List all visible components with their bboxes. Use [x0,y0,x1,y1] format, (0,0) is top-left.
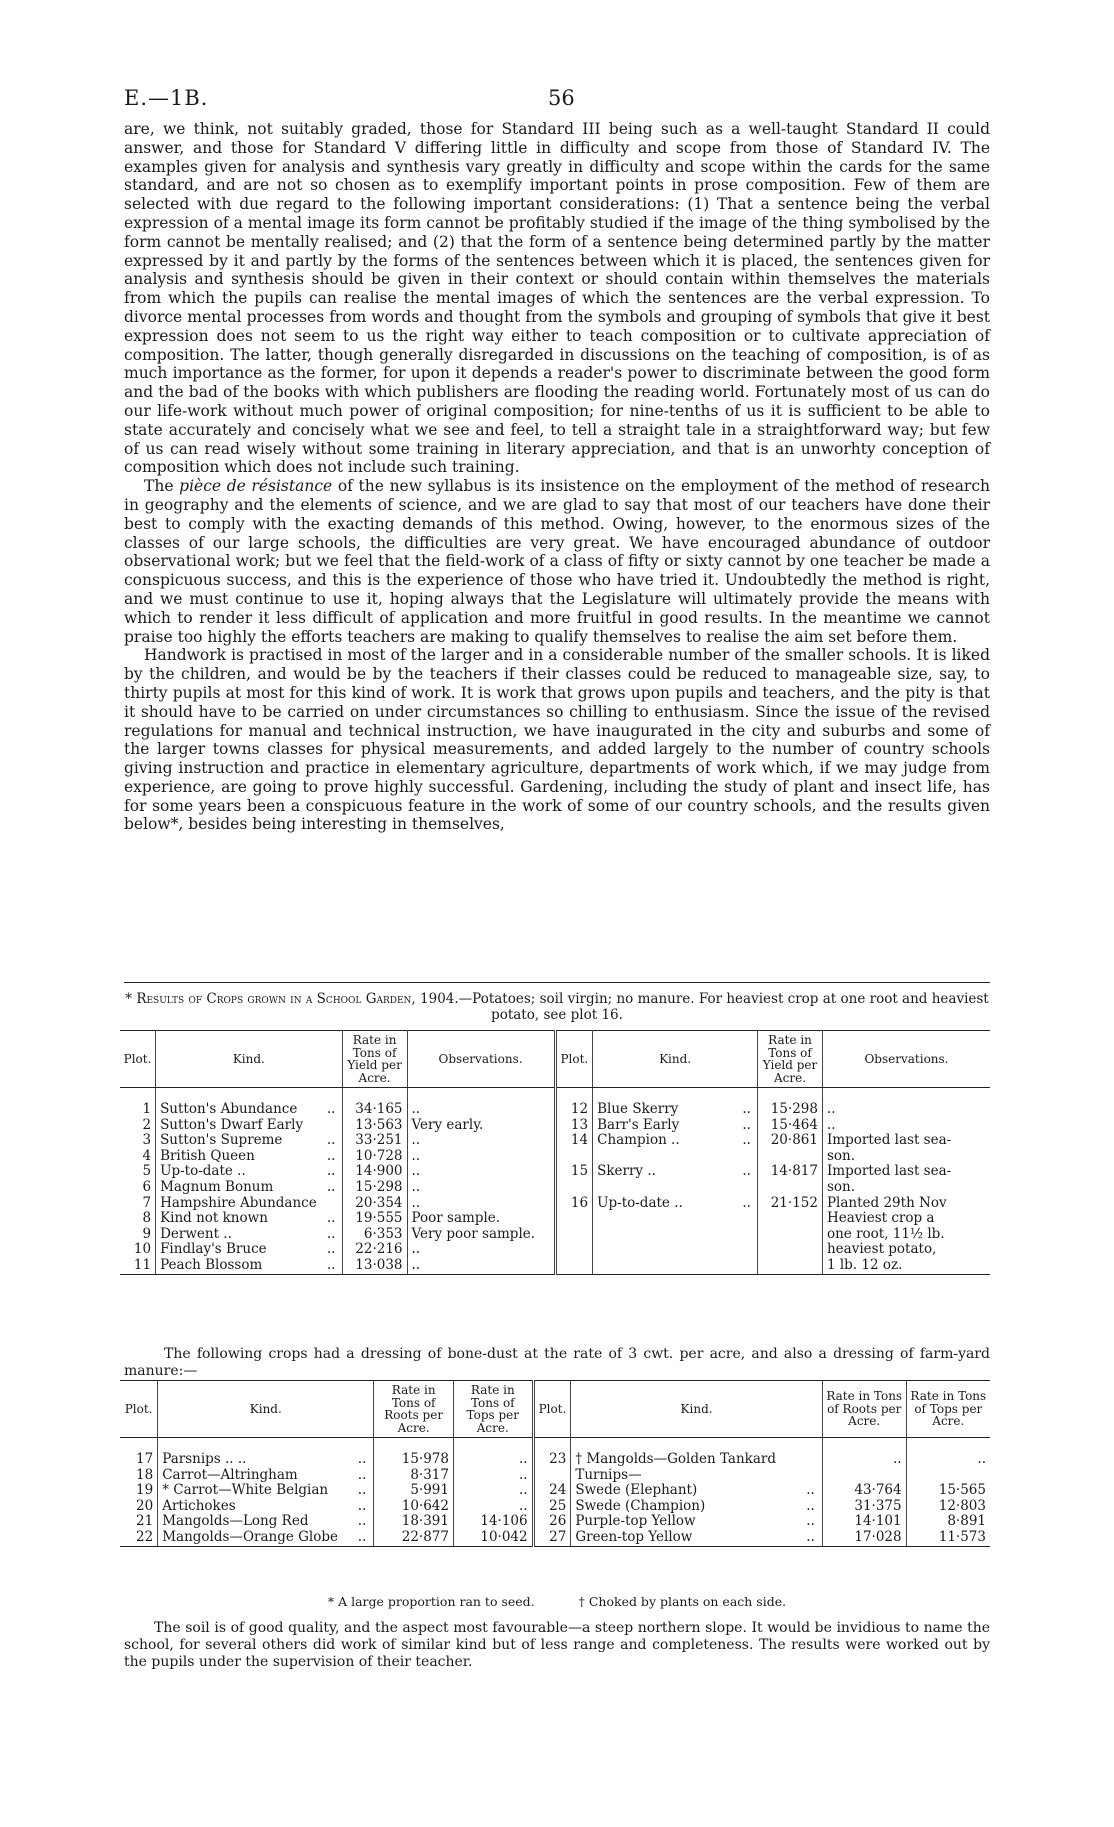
leader-dots: .. [806,1482,815,1499]
col-header-tops: Rate in Tons of Tops per Acre. [906,1381,990,1438]
plot-number: 4 [142,1147,152,1164]
leader-dots: .. [326,1147,336,1164]
leader-dots: .. [742,1101,751,1117]
rate-value: 20·861 [758,1133,823,1149]
crop-kind: Champion .. [593,1133,737,1149]
plot-number: 10 [133,1241,152,1258]
plot-number: 15 [555,1164,593,1180]
root-crop-results-table [120,1380,990,1547]
plot-number: 9 [142,1225,152,1242]
spacer-cell [407,1088,555,1103]
page-header-ref: E.—1B. [124,86,209,110]
crop-kind: Sutton's Supreme [156,1133,321,1149]
crop-kind: Mangolds—Long Red [158,1514,351,1530]
observation: .. [407,1242,555,1258]
leader-dots: .. [357,1466,367,1483]
table-row [120,1499,990,1515]
plot-number: 26 [533,1514,571,1530]
spacer-cell [533,1438,571,1453]
rate-value: 31·375 [822,1499,906,1515]
observation: .. [407,1133,555,1149]
crop-kind: Magnum Bonum [156,1180,321,1196]
crop-kind: Carrot—Altringham [158,1468,351,1484]
crop-kind [593,1227,737,1243]
leader-dots: .. [357,1451,367,1467]
plot-number: 21 [136,1513,154,1530]
spacer-cell [351,1438,374,1453]
rate-value: 14·106 [453,1514,533,1530]
rate-value: 13·563 [342,1118,407,1134]
rate-value: 14·817 [758,1164,823,1180]
rate-value: .. [822,1452,906,1468]
rate-value [822,1468,906,1484]
col-header-observations: Observations. [407,1031,555,1088]
rate-value: 14·900 [342,1164,407,1180]
crop-kind: Kind not known [156,1211,321,1227]
rate-value: 10·042 [453,1530,533,1546]
col-header-kind: Kind. [593,1031,758,1088]
col-header-tops: Rate in Tons of Tops per Acre. [453,1381,533,1438]
col-header-roots: Rate in Tons of Roots per Acre. [822,1381,906,1438]
paragraph-research-method: The pièce de résistance of the new syllabus is its insistence on the employment of the method of research in geography and the elements of science, and we are glad to say that most of our teachers have done their best to comply with the exacting demands of this method. Owing, however, to the enormous sizes of the classes of our large schools, the difficulties are very great. We have encouraged abundance of outdoor observational work; but we feel that the field-work of a class of fifty or sixty cannot by one teacher be made a conspicuous success, and this is the experience of those who have tried it. Undoubtedly the method is right, and we must continue to use it, hoping always that the Legislature will ultimately provide the means with which to render it less difficult of application and more fruitful in good results. In the meantime we cannot praise too highly the efforts teachers are making to qualify themselves to realise the aim set before them. [124,477,991,646]
rate-value: .. [906,1452,990,1468]
plot-number: 20 [136,1497,154,1514]
spacer-cell [555,1088,593,1103]
rate-value: 33·251 [342,1133,407,1149]
observation: Imported last sea- [822,1133,990,1149]
leader-dots [321,1196,342,1212]
table-spacer-row [120,1438,990,1453]
crop-kind: Blue Skerry [593,1102,737,1118]
plot-number: 25 [533,1499,571,1515]
plot-number [555,1227,593,1243]
rate-value: 15·565 [906,1483,990,1499]
crop-kind: Up-to-date .. [593,1196,737,1212]
crop-kind: † Mangolds—Golden Tankard [571,1452,799,1468]
plot-number [555,1258,593,1274]
rate-value: 11·573 [906,1530,990,1546]
plot-number [555,1180,593,1196]
plot-number: 22 [120,1530,158,1546]
rate-value: 18·391 [374,1514,454,1530]
col-header-kind: Kind. [156,1031,343,1088]
observation: .. [407,1149,555,1165]
rate-value: 8·317 [374,1468,454,1484]
crop-kind: Turnips— [571,1468,799,1484]
page-number: 56 [548,86,575,110]
crop-kind [593,1180,737,1196]
spacer-cell [321,1088,342,1103]
table-row [120,1514,990,1530]
spacer-cell [120,1438,158,1453]
col-header-plot: Plot. [120,1381,158,1438]
body-text [124,120,990,834]
plot-number: 2 [142,1116,152,1133]
plot-number: 14 [555,1133,593,1149]
observation: Very poor sample. [407,1227,555,1243]
leader-dots: .. [326,1178,336,1195]
table-row [120,1211,990,1227]
rate-value [758,1211,823,1227]
table-row [120,1149,990,1165]
rate-value: .. [453,1499,533,1515]
footnote-title: Results of Crops grown in a School Garden, [136,991,416,1007]
rate-value: 17·028 [822,1530,906,1546]
plot-number: 3 [142,1132,152,1149]
note-choked: † Choked by plants on each side. [578,1594,787,1609]
italic-phrase: pièce de résistance [179,477,333,496]
crop-kind: Peach Blossom [156,1258,321,1274]
leader-dots [736,1258,757,1274]
plot-number: 7 [142,1194,152,1211]
rate-value: 15·464 [758,1118,823,1134]
col-header-rate: Rate in Tons of Yield per Acre. [342,1031,407,1088]
footnote-marker: * [125,991,137,1007]
table-row [120,1258,990,1274]
table-spacer-row [120,1088,990,1103]
crop-kind: Sutton's Abundance [156,1102,321,1118]
plot-number: 1 [142,1101,152,1117]
crop-kind: Hampshire Abundance [156,1196,321,1212]
plot-number: 17 [136,1451,154,1467]
table-row [120,1133,990,1149]
observation: Heaviest crop a [822,1211,990,1227]
table-row [120,1196,990,1212]
rate-value [758,1258,823,1274]
rate-value: 10·642 [374,1499,454,1515]
crop-kind: Sutton's Dwarf Early [156,1118,321,1134]
table-row [120,1530,990,1546]
observation: .. [407,1196,555,1212]
leader-dots [736,1149,757,1165]
table-row [120,1164,990,1180]
rate-value: 15·298 [342,1180,407,1196]
observation: son. [822,1149,990,1165]
rate-value [758,1180,823,1196]
plot-number: 27 [533,1530,571,1546]
plot-number: 23 [533,1452,571,1468]
crop-kind: Barr's Early [593,1118,737,1134]
rate-value: 15·978 [374,1452,454,1468]
col-header-plot: Plot. [533,1381,571,1438]
crop-kind: * Carrot—White Belgian [158,1483,351,1499]
rate-value: 22·877 [374,1530,454,1546]
col-header-plot: Plot. [120,1031,156,1088]
observation: 1 lb. 12 oz. [822,1258,990,1274]
paragraph-handwork: Handwork is practised in most of the larger and in a considerable number of the smaller schools. It is liked by the children, and would be by the teachers if their classes could be reduced to manageable size, say, to thirty pupils at most for this kind of work. It is work that grows upon pupils and teachers, and the pity is that it should have to be carried on under circumstances so chilling to enthusiasm. Since the issue of the revised regulations for manual and technical instruction, we have inaugurated in the city and suburbs and some of the larger towns classes for physical measurements, and added largely to the number of country schools giving instruction and practice in elementary agriculture, departments of work which, if we may judge from experience, are going to prove highly successful. Gardening, including the study of plant and insect life, has for some years been a conspicuous feature in the work of some of our country schools, and the results given below*, besides being interesting in themselves, [124,646,990,834]
plot-number: 6 [142,1178,152,1195]
rate-value: 13·038 [342,1258,407,1274]
leader-dots [736,1242,757,1258]
observation: .. [822,1118,990,1134]
crop-kind: Green-top Yellow [571,1530,799,1546]
spacer-cell [822,1438,906,1453]
plot-number: 13 [555,1118,593,1134]
plot-number [555,1242,593,1258]
table-row [120,1102,990,1118]
plot-number [555,1149,593,1165]
leader-dots [736,1180,757,1196]
spacer-cell [799,1438,822,1453]
spacer-cell [736,1088,757,1103]
leader-dots: .. [326,1225,336,1242]
plot-number: 24 [533,1483,571,1499]
dressing-note: The following crops had a dressing of bone-dust at the rate of 3 cwt. per acre, and also a dressing of farm-yard manure:— [124,1346,990,1379]
table-notes [124,1594,990,1609]
col-header-roots: Rate in Tons of Roots per Acre. [374,1381,454,1438]
observation: Very early. [407,1118,555,1134]
spacer-cell [571,1438,799,1453]
observation: Planted 29th Nov [822,1196,990,1212]
observation: .. [407,1180,555,1196]
leader-dots: .. [742,1194,751,1211]
leader-dots [736,1227,757,1243]
plot-number: 16 [555,1196,593,1212]
observation: .. [407,1102,555,1118]
observation: .. [407,1164,555,1180]
rate-value: .. [453,1452,533,1468]
spacer-cell [593,1088,737,1103]
spacer-cell [822,1088,990,1103]
footnote-heading [124,991,990,1023]
closing-paragraph: The soil is of good quality, and the aspect most favourable—a steep northern slope. It would be invidious to name the school, for several others did work of similar kind but of less range and completeness. The results were worked out by the pupils under the supervision of their teacher. [124,1620,990,1670]
leader-dots: .. [357,1482,367,1499]
leader-dots: .. [326,1210,336,1227]
note-seed: * A large proportion ran to seed. [327,1594,535,1609]
footnote-detail: 1904.—Potatoes; soil virgin; no manure. For heaviest crop at one root and heaviest potato, see plot 16. [415,991,989,1023]
col-header-rate: Rate in Tons of Yield per Acre. [758,1031,823,1088]
footnote-rule [124,982,990,983]
plot-number: 19 [136,1482,154,1499]
rate-value: 20·354 [342,1196,407,1212]
rate-value: 8·891 [906,1514,990,1530]
plot-number [555,1211,593,1227]
leader-dots [736,1211,757,1227]
crop-kind: Mangolds—Orange Globe [158,1530,351,1546]
rate-value [758,1149,823,1165]
spacer-cell [156,1088,321,1103]
table-row [120,1468,990,1484]
spacer-cell [758,1088,823,1103]
crop-kind: Skerry .. [593,1164,737,1180]
crop-kind [593,1242,737,1258]
crop-kind [593,1149,737,1165]
leader-dots [799,1452,822,1468]
rate-value: .. [453,1483,533,1499]
rate-value: 22·216 [342,1242,407,1258]
spacer-cell [906,1438,990,1453]
crop-kind: Derwent .. [156,1227,321,1243]
table-row [120,1452,990,1468]
plot-number: 12 [555,1102,593,1118]
crop-kind: Swede (Champion) [571,1499,799,1515]
rate-value: 19·555 [342,1211,407,1227]
potato-results-table [120,1030,990,1275]
spacer-cell [374,1438,454,1453]
leader-dots: .. [742,1132,751,1149]
leader-dots [799,1468,822,1484]
leader-dots: .. [357,1497,367,1514]
rate-value: 15·298 [758,1102,823,1118]
observation: Imported last sea- [822,1164,990,1180]
observation: son. [822,1180,990,1196]
plot-number: 5 [142,1163,152,1180]
paragraph-composition: are, we think, not suitably graded, those for Standard III being such as a well-taught Standard II could answer, and those for Standard V differing little in difficulty and scope from those of Standard IV. The examples given for analysis and synthesis vary greatly in difficulty and scope within the cards for the same standard, and are not so chosen as to exemplify important points in prose composition. Few of them are selected with due regard to the following important considerations: (1) That a sentence being the verbal expression of a mental image its form cannot be profitably studied if the image of the thing symbolised by the form cannot be mentally realised; and (2) that the form of a sentence being determined partly by the matter expressed by it and partly by the forms of the sentences between which it is placed, the sentences given for analysis and synthesis should be given in their context or should contain within themselves the materials from which the pupils can realise the mental images of which the sentences are the verbal expression. To divorce mental processes from words and thought from the symbols and grouping of symbols that give it best expression does not seem to us the right way either to teach composition or to cultivate appreciation of composition. The latter, though generally disregarded in discussions on the teaching of composition, is of as much importance as the former, for upon it depends a reader's power to discriminate between the good form and the bad of the books with which publishers are flooding the reading world. Fortunately most of us can do our life-work without much power of original composition; for nine-tenths of us it is sufficient to be able to state accurately and concisely what we see and feel, to tell a straight tale in a straightforward way; but few of us can read wisely without some training in literary appreciation, and that is an unworhty conception of composition which does not include such training. [124,120,990,477]
leader-dots: .. [326,1132,336,1149]
leader-dots: .. [321,1258,342,1274]
rate-value: 14·101 [822,1514,906,1530]
rate-value: 34·165 [342,1102,407,1118]
crop-kind: British Queen [156,1149,321,1165]
rate-value: 10·728 [342,1149,407,1165]
rate-value [758,1242,823,1258]
observation: one root, 11½ lb. [822,1227,990,1243]
observation: .. [822,1102,990,1118]
rate-value: .. [453,1468,533,1484]
spacer-cell [453,1438,533,1453]
leader-dots [321,1118,342,1134]
plot-number: 18 [136,1466,154,1483]
rate-value: 6·353 [342,1227,407,1243]
plot-number: 8 [142,1210,152,1227]
table-row [120,1483,990,1499]
col-header-kind: Kind. [571,1381,822,1438]
table-row [120,1227,990,1243]
plot-number: 11 [120,1258,156,1274]
spacer-cell [120,1088,156,1103]
table-row [120,1242,990,1258]
leader-dots: .. [806,1497,815,1514]
spacer-cell [158,1438,351,1453]
leader-dots: .. [806,1513,815,1530]
leader-dots: .. [799,1530,822,1546]
leader-dots: .. [357,1513,367,1530]
crop-kind [593,1211,737,1227]
observation: Poor sample. [407,1211,555,1227]
rate-value: 12·803 [906,1499,990,1515]
rate-value: 21·152 [758,1196,823,1212]
spacer-cell [342,1088,407,1103]
rate-value: 43·764 [822,1483,906,1499]
rate-value: 5·991 [374,1483,454,1499]
leader-dots: .. [742,1163,751,1180]
leader-dots: .. [351,1530,374,1546]
table-row [120,1180,990,1196]
rate-value [758,1227,823,1243]
col-header-plot: Plot. [555,1031,593,1088]
rate-value [906,1468,990,1484]
crop-kind: Findlay's Bruce [156,1242,321,1258]
crop-kind [593,1258,737,1274]
plot-number [533,1468,571,1484]
crop-kind: Parsnips .. .. [158,1452,351,1468]
col-header-kind: Kind. [158,1381,374,1438]
crop-kind: Up-to-date .. [156,1164,321,1180]
leader-dots: .. [326,1241,336,1258]
leader-dots: .. [742,1116,751,1133]
table-row [120,1118,990,1134]
crop-kind: Artichokes [158,1499,351,1515]
observation: heaviest potato, [822,1242,990,1258]
observation: .. [407,1258,555,1274]
leader-dots: .. [326,1163,336,1180]
leader-dots: .. [326,1101,336,1117]
crop-kind: Swede (Elephant) [571,1483,799,1499]
crop-kind: Purple-top Yellow [571,1514,799,1530]
col-header-observations: Observations. [822,1031,990,1088]
